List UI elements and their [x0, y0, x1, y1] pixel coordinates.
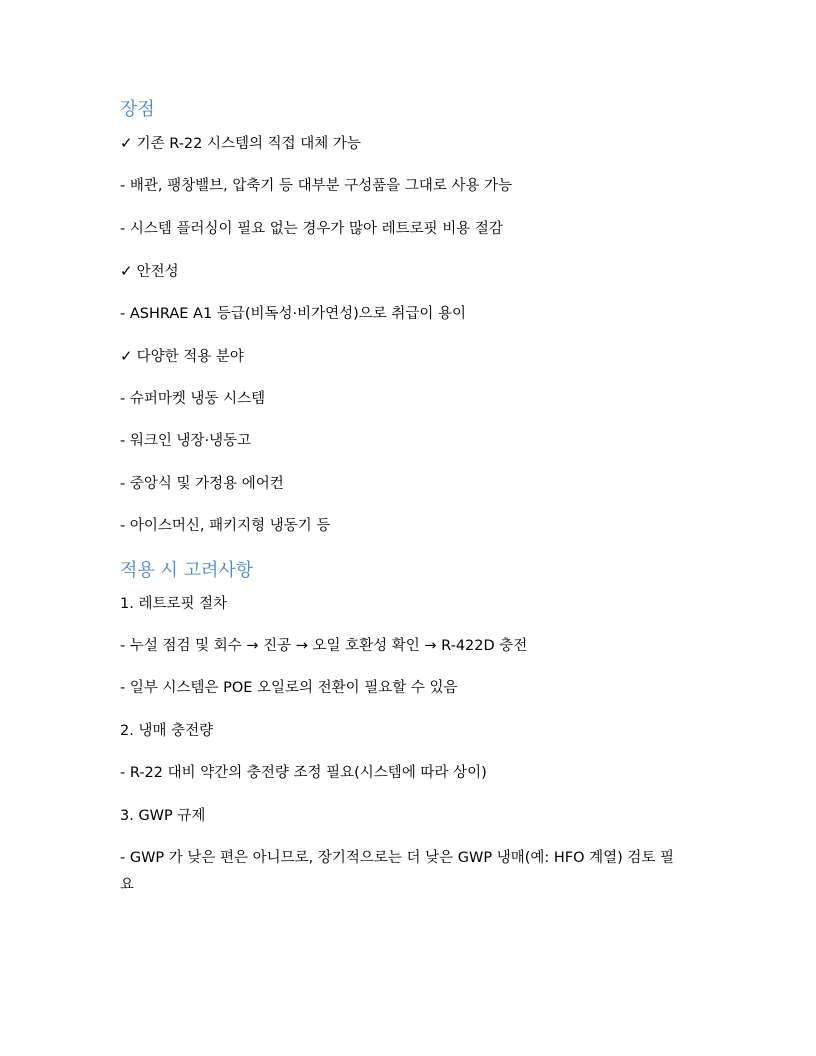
list-item: - 워크인 냉장·냉동고 [120, 433, 252, 449]
list-item: - 시스템 플러싱이 필요 없는 경우가 많아 레트로핏 비용 절감 [120, 221, 503, 237]
numbered-item: 1. 레트로핏 절차 [120, 596, 228, 612]
list-item: - 슈퍼마켓 냉동 시스템 [120, 391, 266, 407]
numbered-item: 2. 냉매 충전량 [120, 723, 214, 739]
check-item-text: 기존 R-22 시스템의 직접 대체 가능 [136, 136, 361, 152]
list-item: - 일부 시스템은 POE 오일로의 전환이 필요할 수 있음 [120, 680, 458, 696]
section-heading-advantages: 장점 [120, 99, 155, 120]
list-item: - 중앙식 및 가정용 에어컨 [120, 476, 284, 492]
check-item-text: 다양한 적용 분야 [136, 349, 244, 365]
numbered-item: 3. GWP 규제 [120, 808, 206, 824]
checkmark-icon: ✓ [120, 347, 133, 365]
list-item: - R-22 대비 약간의 충전량 조정 필요(시스템에 따라 상이) [120, 765, 487, 781]
check-item-applications [120, 346, 244, 367]
check-item-text: 안전성 [136, 264, 179, 280]
checkmark-icon: ✓ [120, 134, 133, 152]
section-heading-considerations: 적용 시 고려사항 [120, 560, 254, 581]
list-item: - GWP 가 낮은 편은 아니므로, 장기적으로는 더 낮은 GWP 냉매(예: HFO 계열) 검토 필요 [120, 850, 675, 893]
checkmark-icon: ✓ [120, 262, 133, 280]
check-item-safety [120, 261, 179, 282]
list-item: - ASHRAE A1 등급(비독성·비가연성)으로 취급이 용이 [120, 306, 467, 322]
list-item: - 배관, 팽창밸브, 압축기 등 대부분 구성품을 그대로 사용 가능 [120, 178, 513, 194]
check-item-direct-replacement [120, 133, 361, 154]
list-item: - 아이스머신, 패키지형 냉동기 등 [120, 518, 331, 534]
list-item: - 누설 점검 및 회수 → 진공 → 오일 호환성 확인 → R-422D 충전 [120, 638, 528, 654]
